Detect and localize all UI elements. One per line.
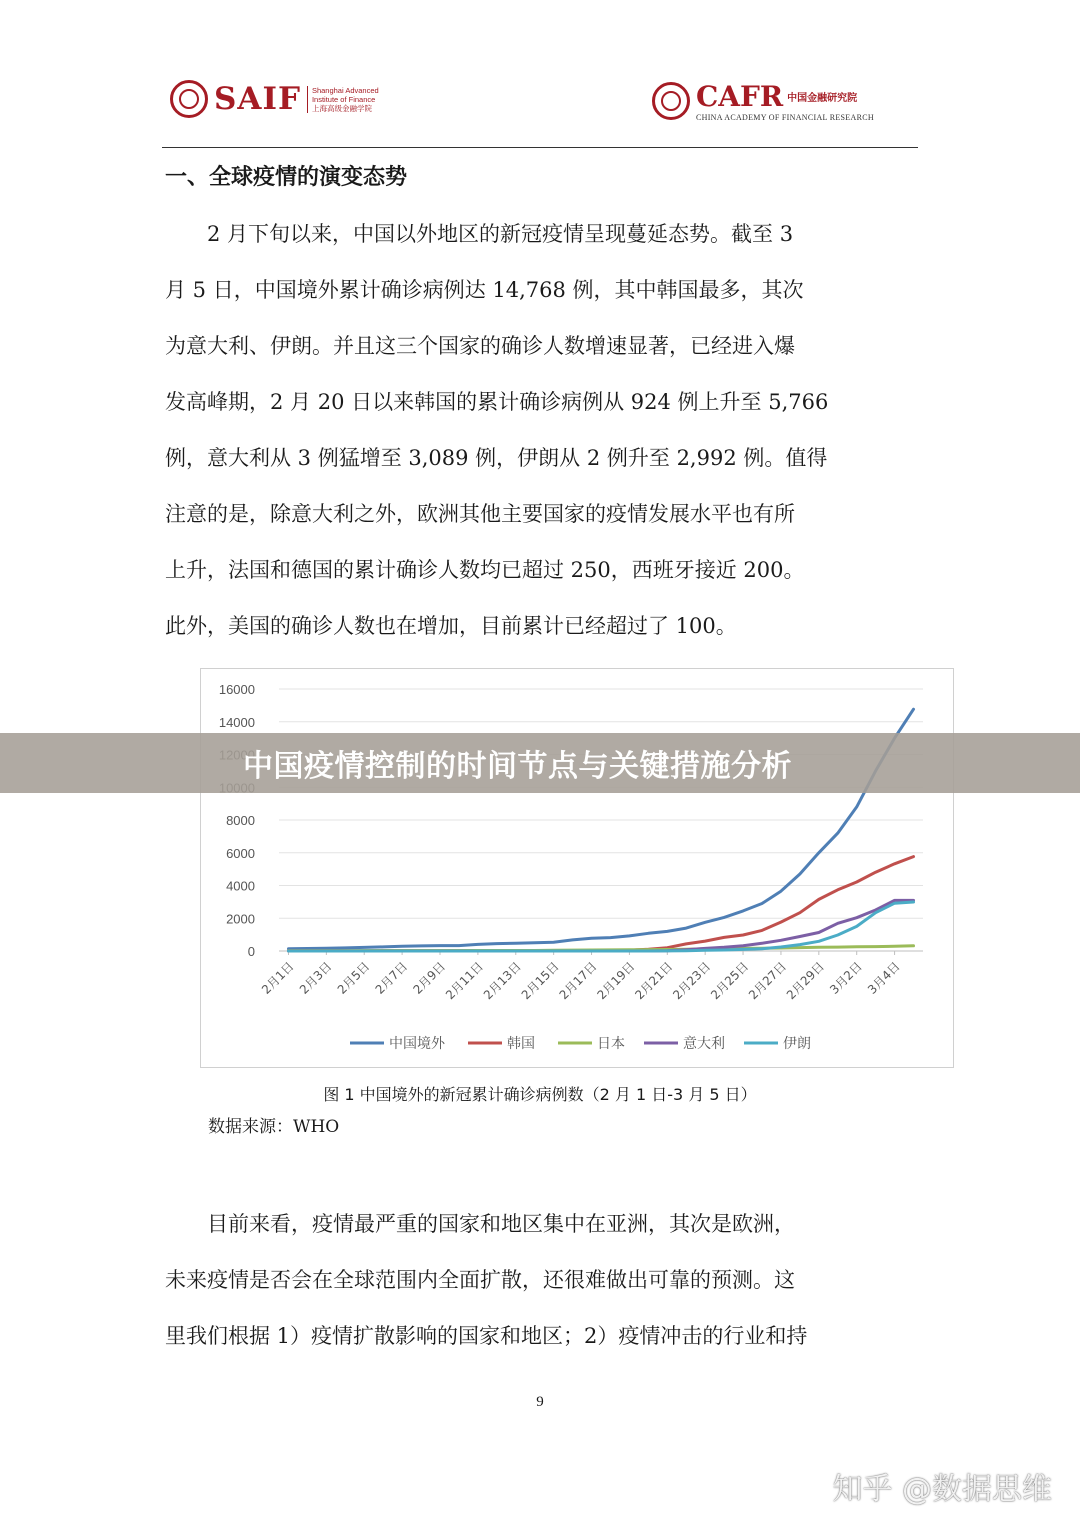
x-tick-label: 2月25日 [708, 959, 752, 1003]
saif-seal-icon [170, 80, 208, 118]
paragraph-1 [165, 206, 917, 654]
saif-logo [170, 80, 379, 118]
paragraph-line: 例，意大利从 3 例猛增至 3,089 例，伊朗从 2 例升至 2,992 例。值得 [165, 446, 828, 470]
confirmed-cases-chart [200, 668, 954, 1068]
zhihu-watermark: 知乎 @数据思维 [832, 1472, 1052, 1507]
x-tick-label: 2月1日 [258, 959, 297, 997]
saif-logo-mark: SAIF [214, 81, 301, 117]
y-tick-label: 4000 [226, 878, 255, 894]
data-source: 数据来源：WHO [208, 1117, 340, 1137]
paragraph-line: 为意大利、伊朗。并且这三个国家的确诊人数增速显著，已经进入爆 [165, 334, 795, 358]
x-tick-label: 2月19日 [594, 959, 638, 1003]
paragraph-line: 发高峰期，2 月 20 日以来韩国的累计确诊病例从 924 例上升至 5,766 [165, 390, 829, 414]
paragraph-line: 里我们根据 1）疫情扩散影响的国家和地区；2）疫情冲击的行业和持 [165, 1324, 808, 1348]
banner-title: 中国疫情控制的时间节点与关键措施分析 [243, 749, 792, 784]
x-tick-label: 2月15日 [518, 959, 562, 1003]
paragraph-line: 注意的是，除意大利之外，欧洲其他主要国家的疫情发展水平也有所 [165, 502, 795, 526]
x-tick-label: 3月4日 [865, 959, 903, 997]
legend-label: 韩国 [507, 1036, 535, 1052]
saif-sub-line2: Institute of Finance [311, 94, 376, 104]
legend-label: 中国境外 [389, 1036, 445, 1052]
y-tick-label: 0 [247, 944, 255, 959]
paragraph-line: 目前来看，疫情最严重的国家和地区集中在亚洲，其次是欧洲， [165, 1212, 795, 1236]
x-tick-label: 2月29日 [783, 959, 827, 1003]
x-tick-label: 2月27日 [745, 959, 790, 1003]
line-chart-svg [201, 669, 953, 1067]
cafr-logo [652, 80, 874, 122]
x-tick-label: 3月2日 [827, 959, 865, 997]
y-tick-label: 8000 [226, 813, 255, 828]
x-tick-label: 2月23日 [670, 959, 714, 1003]
cafr-logo-mark: CAFR [696, 80, 784, 113]
page-number: 9 [536, 1394, 544, 1410]
y-tick-label: 14000 [218, 714, 255, 730]
legend-label: 意大利 [683, 1036, 725, 1052]
x-tick-label: 2月13日 [480, 959, 524, 1003]
paragraph-line: 月 5 日，中国境外累计确诊病例达 14,768 例，其中韩国最多，其次 [165, 278, 804, 302]
paragraph-line: 此外，美国的确诊人数也在增加，目前累计已经超过了 100。 [165, 614, 737, 638]
y-tick-label: 2000 [226, 911, 255, 927]
x-tick-label: 2月9日 [410, 959, 449, 997]
paragraph-line: 2 月下旬以来，中国以外地区的新冠疫情呈现蔓延态势。截至 3 [165, 222, 794, 246]
cafr-en-name: CHINA ACADEMY OF FINANCIAL RESEARCH [696, 113, 874, 122]
saif-sub-line1: Shanghai Advanced [311, 85, 379, 95]
paragraph-line: 未来疫情是否会在全球范围内全面扩散，还很难做出可靠的预测。这 [165, 1268, 795, 1292]
saif-sub-line3: 上海高级金融学院 [311, 103, 372, 113]
x-tick-label: 2月3日 [296, 959, 335, 997]
title-banner [0, 733, 1080, 793]
paragraph-2 [165, 1196, 917, 1364]
legend-label: 伊朗 [783, 1036, 811, 1052]
x-tick-label: 2月21日 [632, 959, 676, 1003]
x-tick-label: 2月5日 [334, 959, 373, 997]
paragraph-line: 上升，法国和德国的累计确诊人数均已超过 250，西班牙接近 200。 [165, 558, 805, 582]
y-tick-label: 16000 [218, 682, 255, 697]
cafr-cn-name: 中国金融研究院 [787, 93, 858, 104]
legend-label: 日本 [597, 1036, 625, 1052]
series-line-伊朗 [289, 902, 914, 951]
section-title: 一、全球疫情的演变态势 [165, 164, 408, 190]
cafr-seal-icon [652, 82, 690, 120]
y-tick-label: 6000 [226, 845, 255, 861]
x-tick-label: 2月17日 [556, 959, 600, 1003]
saif-logo-subtitle [307, 86, 379, 113]
cafr-logo-text [696, 80, 874, 122]
x-tick-label: 2月7日 [372, 959, 411, 997]
figure-caption: 图 1 中国境外的新冠累计确诊病例数（2 月 1 日-3 月 5 日） [323, 1085, 757, 1104]
header-divider [162, 147, 918, 148]
x-tick-label: 2月11日 [442, 959, 487, 1003]
series-line-意大利 [289, 900, 914, 951]
